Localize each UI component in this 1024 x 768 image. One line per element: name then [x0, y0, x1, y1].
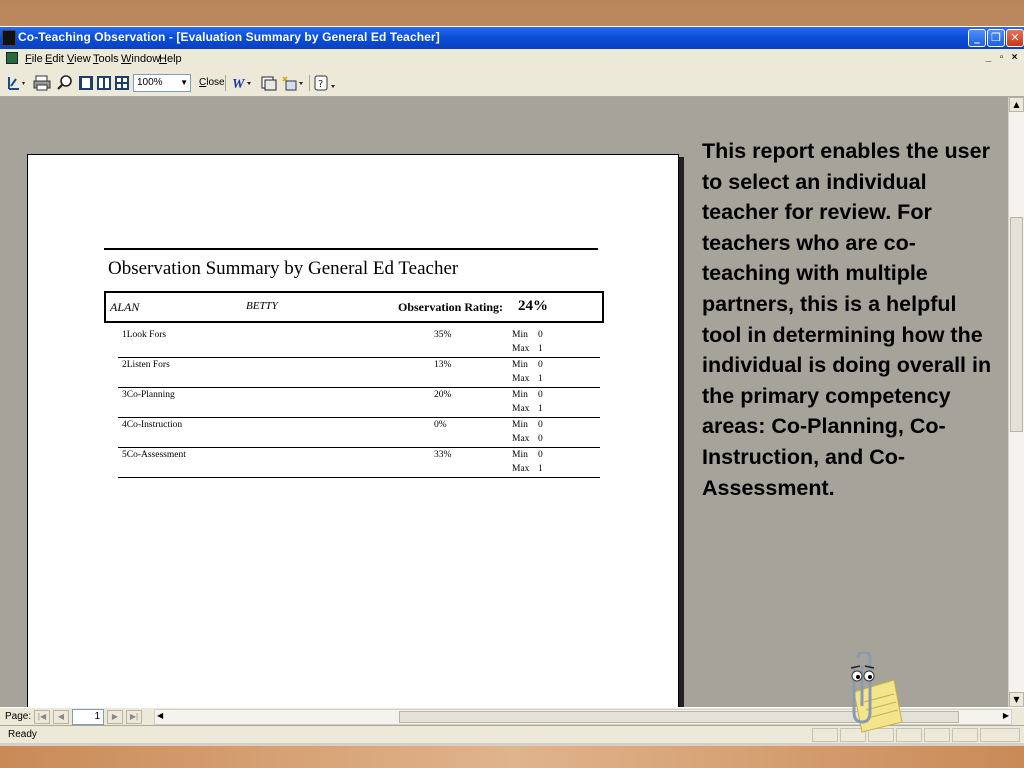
- title-bar[interactable]: [0, 27, 1024, 49]
- menu-view-accel: V: [67, 53, 75, 65]
- min-label: Min: [512, 390, 528, 400]
- min-value: 0: [538, 390, 543, 400]
- max-label: Max: [512, 374, 530, 384]
- previous-page-button[interactable]: ◀: [53, 710, 69, 724]
- min-value: 0: [538, 330, 543, 340]
- teacher-name-1: ALAN: [110, 300, 140, 314]
- menu-file-label: ile: [31, 53, 43, 65]
- scroll-left-button[interactable]: ◀: [157, 711, 164, 720]
- new-object-icon[interactable]: [280, 74, 306, 92]
- app-icon[interactable]: [2, 30, 16, 46]
- max-value: 1: [538, 464, 543, 474]
- restore-button[interactable]: ❐: [987, 29, 1005, 47]
- min-label: Min: [512, 420, 528, 430]
- vertical-scrollbar[interactable]: [1008, 97, 1024, 707]
- max-label: Max: [512, 344, 530, 354]
- min-label: Min: [512, 360, 528, 370]
- status-indicator: [952, 728, 978, 742]
- category-label: 4Co-Instruction: [122, 420, 183, 430]
- table-row: [118, 418, 600, 448]
- report-top-rule: [104, 248, 598, 250]
- max-label: Max: [512, 404, 530, 414]
- menu-window-label: indow: [131, 53, 161, 65]
- menu-edit-accel: E: [45, 53, 53, 65]
- vertical-scroll-thumb[interactable]: [1010, 217, 1023, 432]
- design-view-icon[interactable]: [6, 74, 28, 92]
- menu-bar: [0, 49, 1024, 69]
- two-pages-icon[interactable]: [96, 74, 112, 92]
- category-percent: 20%: [434, 390, 452, 400]
- category-percent: 33%: [434, 450, 452, 460]
- menu-file[interactable]: [25, 53, 43, 65]
- one-page-icon[interactable]: [78, 74, 94, 92]
- max-value: 1: [538, 344, 543, 354]
- table-row: [118, 358, 600, 388]
- category-label: 3Co-Planning: [122, 390, 175, 400]
- menu-help-accel: H: [159, 53, 167, 65]
- scroll-right-button[interactable]: ▶: [1002, 711, 1009, 720]
- multiple-pages-icon[interactable]: [114, 74, 130, 92]
- scroll-down-button[interactable]: ▼: [1009, 692, 1024, 707]
- table-row: [118, 328, 600, 358]
- menu-tools[interactable]: [93, 53, 119, 65]
- office-links-icon[interactable]: [230, 74, 256, 92]
- page-label: Page:: [5, 711, 32, 722]
- min-value: 0: [538, 360, 543, 370]
- office-assistant-icon[interactable]: [836, 652, 906, 734]
- category-label: 5Co-Assessment: [122, 450, 186, 460]
- chevron-down-icon[interactable]: ▼: [180, 78, 188, 87]
- report-page: [27, 154, 679, 714]
- svg-text:?: ?: [318, 79, 324, 90]
- min-label: Min: [512, 450, 528, 460]
- menu-tools-accel: T: [93, 53, 99, 65]
- database-window-icon[interactable]: [260, 74, 278, 92]
- window-title: Co-Teaching Observation - [Evaluation Summary by General Ed Teacher]: [18, 30, 440, 44]
- zoom-select[interactable]: [133, 74, 191, 92]
- status-indicator: [812, 728, 838, 742]
- menu-file-accel: F: [25, 53, 32, 65]
- min-value: 0: [538, 420, 543, 430]
- mdi-close-button[interactable]: ×: [1011, 52, 1018, 63]
- category-label: 2Listen Fors: [122, 360, 170, 370]
- toolbar-separator: [309, 75, 310, 91]
- close-preview-label: lose: [206, 77, 225, 88]
- menu-tools-label: ools: [98, 53, 119, 65]
- close-window-button[interactable]: ✕: [1006, 29, 1024, 47]
- next-page-button[interactable]: ▶: [107, 710, 123, 724]
- status-text: Ready: [8, 729, 37, 740]
- status-indicator: [980, 728, 1020, 742]
- close-preview-button[interactable]: [199, 77, 225, 88]
- rating-label: Observation Rating:: [398, 300, 503, 314]
- mdi-restore-button[interactable]: ▫: [999, 52, 1004, 63]
- category-label: 1Look Fors: [122, 330, 167, 340]
- svg-text:W: W: [232, 77, 245, 92]
- competency-rows: [118, 328, 600, 478]
- table-row: [118, 388, 600, 418]
- close-preview-accel: C: [199, 77, 207, 88]
- minimize-button[interactable]: _: [968, 29, 986, 47]
- zoom-icon[interactable]: [56, 74, 74, 92]
- menu-view[interactable]: [67, 53, 91, 65]
- menu-help-label: elp: [166, 53, 182, 65]
- min-value: 0: [538, 450, 543, 460]
- teacher-name-2: BETTY: [246, 300, 278, 312]
- menu-edit[interactable]: [45, 53, 64, 65]
- max-value: 1: [538, 404, 543, 414]
- max-label: Max: [512, 434, 530, 444]
- toolbar-separator: [225, 75, 226, 91]
- first-page-button[interactable]: |◀: [34, 710, 50, 724]
- print-icon[interactable]: [33, 74, 51, 92]
- max-label: Max: [512, 464, 530, 474]
- document-icon[interactable]: [6, 52, 18, 64]
- page-number-input[interactable]: 1: [72, 709, 104, 725]
- desktop-background: [0, 746, 1024, 768]
- print-preview-toolbar: [0, 69, 1024, 97]
- max-value: 1: [538, 374, 543, 384]
- report-title: Observation Summary by General Ed Teacher: [108, 258, 459, 279]
- page-shadow: [679, 157, 684, 717]
- teacher-header-box: [104, 291, 604, 323]
- min-label: Min: [512, 330, 528, 340]
- last-page-button[interactable]: ▶|: [126, 710, 142, 724]
- mdi-minimize-button[interactable]: _: [985, 52, 992, 63]
- category-percent: 0%: [434, 420, 447, 430]
- status-indicator: [924, 728, 950, 742]
- max-value: 0: [538, 434, 543, 444]
- menu-window-accel: W: [121, 53, 132, 65]
- zoom-value: 100%: [137, 77, 163, 88]
- category-percent: 13%: [434, 360, 452, 370]
- table-row: [118, 448, 600, 478]
- menu-window[interactable]: [121, 53, 160, 65]
- menu-edit-label: dit: [52, 53, 64, 65]
- help-icon[interactable]: [313, 74, 339, 92]
- category-percent: 35%: [434, 330, 452, 340]
- scroll-up-button[interactable]: ▲: [1009, 97, 1024, 112]
- rating-value: 24%: [518, 298, 548, 314]
- menu-help[interactable]: [159, 53, 182, 65]
- report-description: This report enables the user to select an individual teacher for review. For teachers who are co-teaching with multiple partners, this is a helpful tool in determining how the individual is doing overall in the primary competency areas: Co-Planning, Co-Instruction, and Co-Assessment.: [702, 139, 992, 500]
- menu-view-label: iew: [74, 53, 91, 65]
